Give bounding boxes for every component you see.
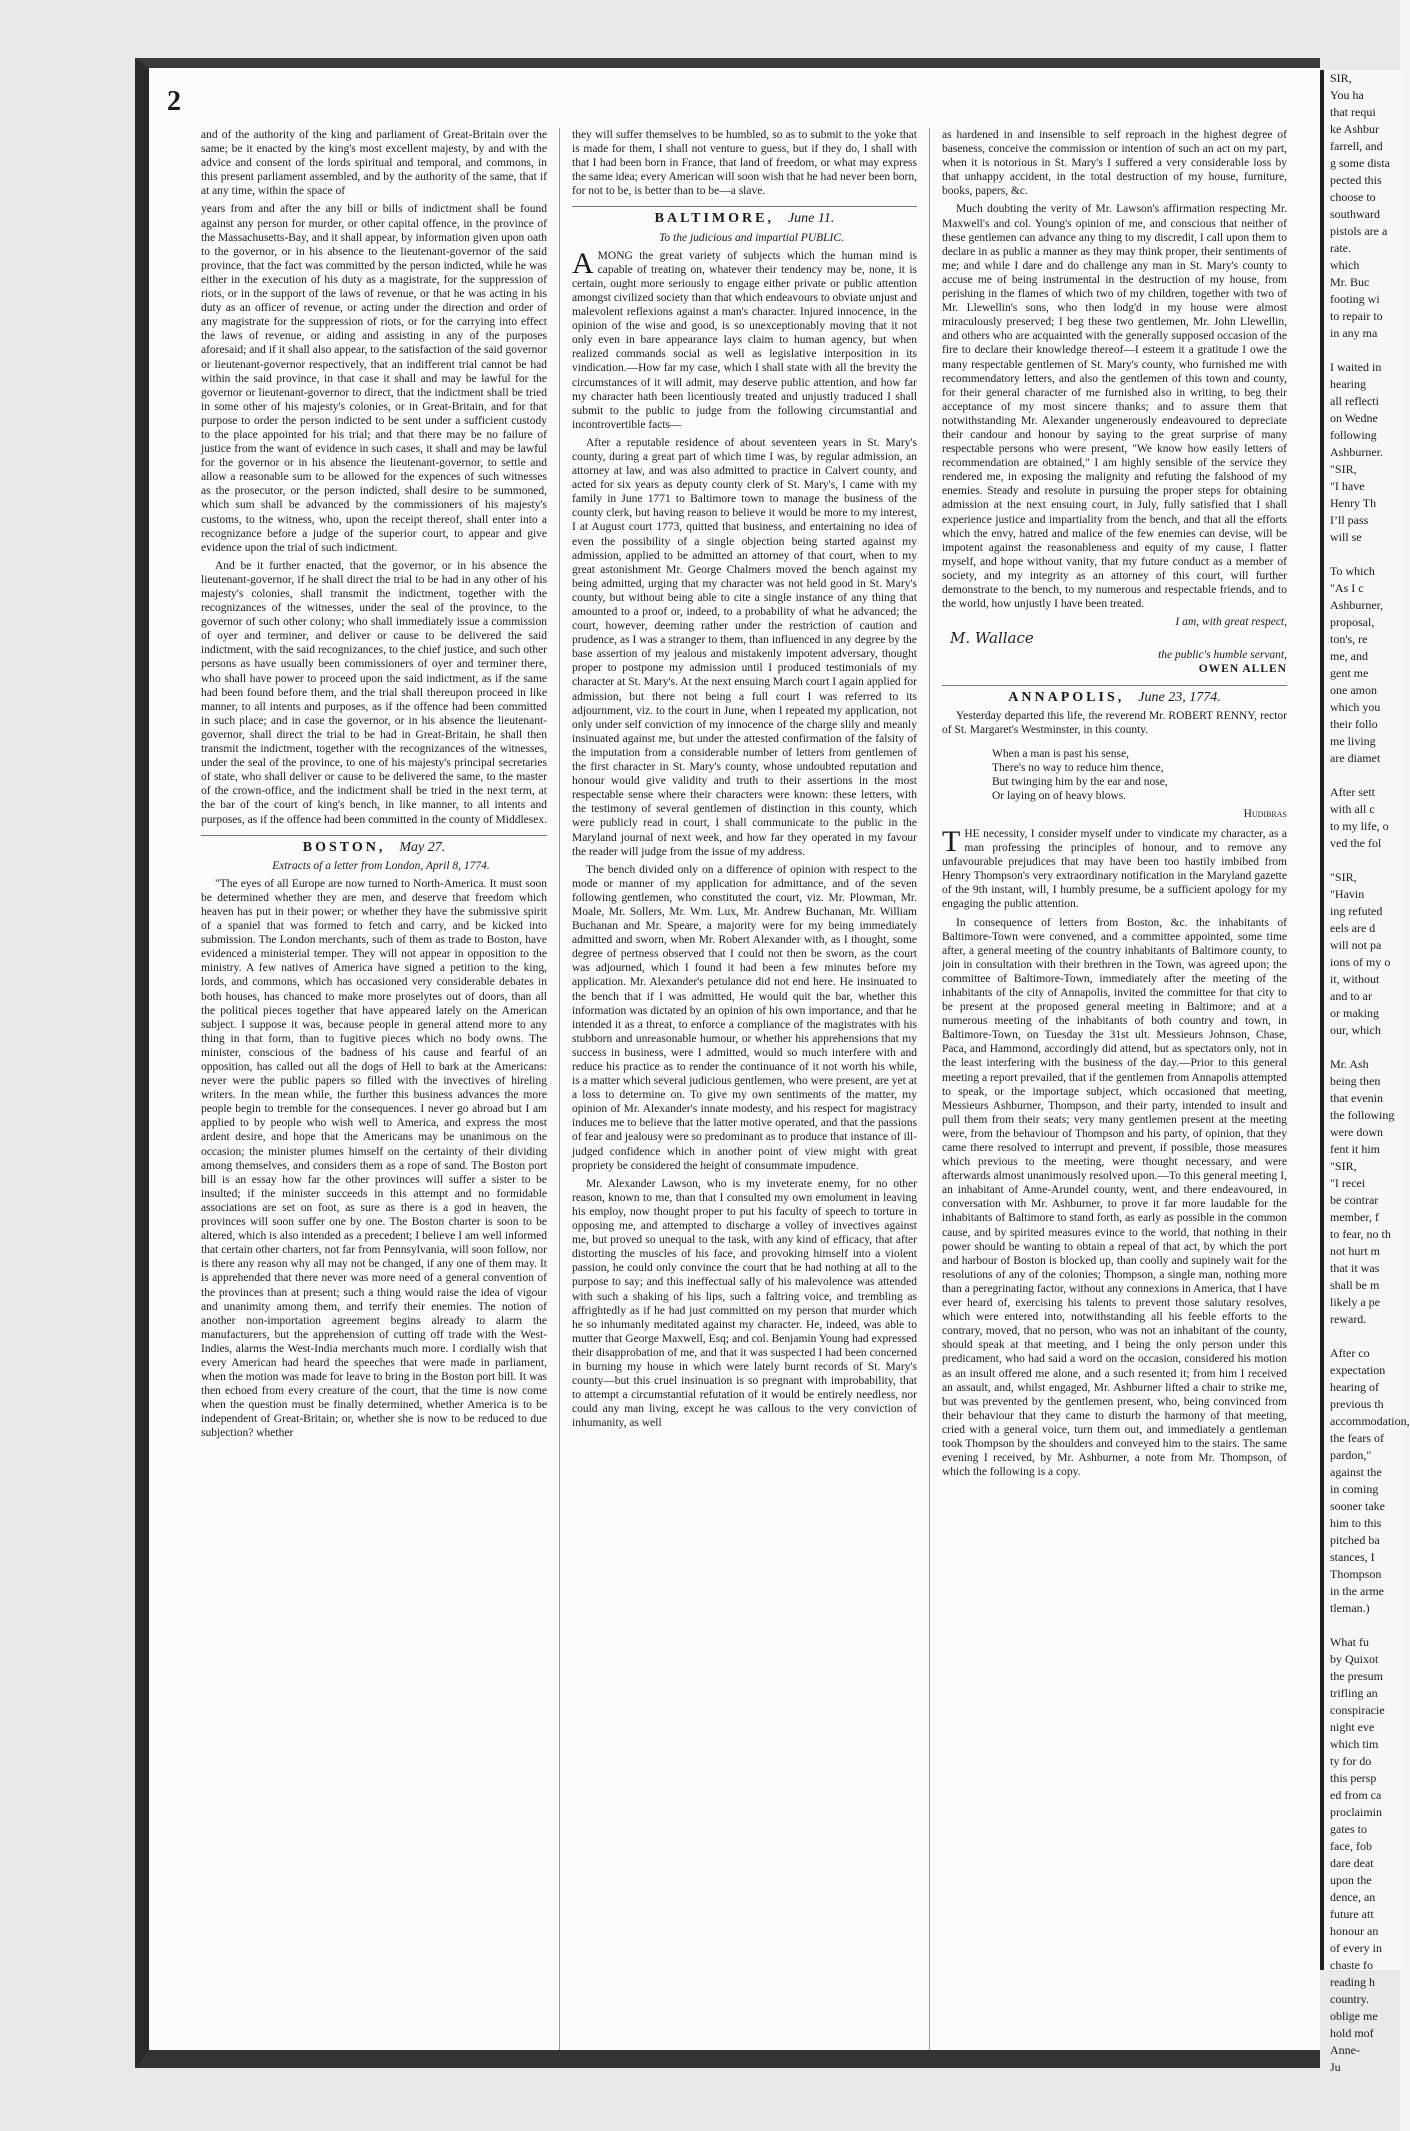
newspaper-page	[135, 58, 1320, 2068]
strip-line: previous th	[1330, 1397, 1384, 1411]
strip-line: the following	[1330, 1108, 1395, 1122]
strip-line	[1324, 1617, 1404, 1634]
strip-line: and to ar	[1330, 989, 1372, 1003]
strip-line: him to this	[1330, 1516, 1382, 1530]
strip-line: "I have	[1330, 479, 1365, 493]
strip-line: sooner take	[1330, 1499, 1385, 1513]
article-text: In consequence of letters from Boston, &c. the inhabitants of Baltimore-Town were convened, and a committee appointed, some time after, a general meeting of the country inhabitants of Baltimore county, to join in consultation with their brethren in the Town, was agreed upon; the committee of Baltimore-Town, immediately after the meeting of the inhabitants of the city of Annapolis, invited the committee for that city to be present at the proposed general meeting in Baltimore; and at a numerous meeting of the inhabitants of both country and town, in Baltimore-Town, on Tuesday the 31st ult. Messieurs Johnson, Chase, Paca, and Hammond, accordingly did attend, but as spectators only, not in the least interfering with the business of the day.—Prior to this general meeting a report prevailed, that if the gentlemen from Annapolis attempted to speak, or the importage subject, which occasioned that meeting, Messieurs Ashburner, Thompson, and their party, intended to insult and pull them from their seats; very many gentlemen present at the meeting were, from the behaviour of Thompson and his party, of opinion, that they came there resolved to interrupt and prevent, if possible, those measures which previous to the meeting, were thought necessary, and were afterwards almost unanimously resolved upon.—To this general meeting I, an inhabitant of Anne-Arundel county, went, and there endeavoured, in conversation with Mr. Ashburner, to prove it far more laudable for the inhabitants of Baltimore to stand forth, as early as possible in the common cause, and by spirited measures evince to the world, that nothing in their power should be wanting to obtain a repeal of that act, by which the port and harbour of Boston is blocked up, than coolly and supinely wait for the resolutions of any of the colonies; Thompson, a single man, nothing more than a peregrinating factor, without any connexions in America, that I have ever heard of, exercising his talents to prevent those salutary resolves, which were entered into, notwithstanding all his feeble efforts to the contrary, moved, that no person, who was not an inhabitant of the county, should speak at that meeting, and I being the only person under this predicament, who had said a word on the occasion, considered his motion as an insult offered me alone, and a such resented it; from him I received an assault, and, whilst engaged, Mr. Ashburner lifted a chair to strike me, but was prevented by the gentlemen present, who, being convinced from their behaviour that they came to disturb the harmony of that meeting, cried with a general voice, turn them out, and immediately a gentleman took Thompson by the shoulders and conveyed him to the stairs. The same evening I received, by Mr. Ashburner, a note from Mr. Thompson, of which the following is a copy.	[942, 916, 1287, 1479]
strip-line: gent me	[1330, 666, 1369, 680]
strip-line: that it was	[1330, 1261, 1380, 1275]
strip-line: g some dista	[1330, 156, 1390, 170]
column-1	[189, 128, 559, 2050]
article-text: and of the authority of the king and parliament of Great-Britain over the same; be it enacted by the king's most excellent majesty, by and with the advice and consent of the lords spiritual and temporal, and commons, in this present parliament assembled, and by the authority of the same, that if at any time, within the space of	[201, 129, 547, 198]
strip-line: upon the	[1330, 1873, 1372, 1887]
strip-line: our, which	[1330, 1023, 1381, 1037]
strip-line: I waited in	[1330, 360, 1382, 374]
strip-line: reading h	[1330, 1975, 1375, 1989]
strip-line: Ju	[1330, 2060, 1341, 2074]
dateline-baltimore: BALTIMORE, June 11.	[572, 206, 917, 226]
article-text: The bench divided only on a difference of opinion with respect to the mode or manner of my application for admittance, and of the seven following gentlemen, who constituted the court, viz. Mr. Plowman, Mr. Moale, Mr. Sollers, Mr. Wm. Lux, Mr. Andrew Buchanan, Mr. William Buchanan and Mr. Speare, a majority were for my being immediately admitted and sworn, when Mr. Robert Alexander with, as I thought, some degree of pertness observed that I could not then be sworn, as the court was adjourned, which I found it had been a few minutes before my application. Mr. Alexander's petulance did not end here. He insinuated to the bench that if I was admitted, He would quit the bar, whether this information was dictated by an opinion of his own importance, and that he intended it as a threat, to enforce a compliance of the magistrates with his stubborn and unreasonable humour, or whether his apprehensions that my success in business, were I admitted, would so much interfere with and reduce his practice as to render the continuance of it not worth his while, is a matter which several judicious gentlemen, who were present, are yet at a loss to determine on. To give my own sentiments of the matter, my opinion of Mr. Alexander's innate modesty, and his respect for magistracy induces me to believe that the latter motive operated, and that the passions of fear and jealousy were so predominant as to produce that instance of ill-judged confidence which in another point of view might with great propriety be considered the height of consummate impudence.	[572, 863, 917, 1172]
strip-line: Thompson	[1330, 1567, 1382, 1581]
strip-line: SIR,	[1330, 71, 1352, 85]
article-text: THE necessity, I consider myself under to vindicate my character, as a man professing the principles of honour, and to remove any unfavourable prejudices that may have been too hastily imbibed from Henry Thompson's very extraordinary notification in the Maryland gazette of the 9th instant, will, I humbly presume, be a sufficient apology for my engaging the public attention.	[942, 824, 1287, 911]
article-text: AMONG the great variety of subjects which the human mind is capable of treating on, whatever their tendency may be, none, it is certain, ought more seriously to engage either private or public attention amongst civilized society than that which endeavours to obviate unjust and malevolent reflexions against a man's character. Injured innocence, in the opinion of the wise and good, is so unexceptionably moving that it not only even in bare appearance lays claim to human agency, but when realized commands social as well as legislative interposition in its vindication.—How far my case, which I shall state with all the brevity the circumstances of it will admit, may deserve public attention, and how far my character hath been licentiously treated and unjustly traduced I shall submit to the public to judge from the following circumstantial and incontrovertible facts—	[572, 246, 917, 431]
strip-line: in the arme	[1330, 1584, 1384, 1598]
adjacent-page-strip	[1320, 70, 1410, 2074]
strip-line: be contrar	[1330, 1193, 1379, 1207]
strip-line: which you	[1330, 700, 1381, 714]
strip-line: pected this	[1330, 173, 1382, 187]
strip-line: in any ma	[1330, 326, 1378, 340]
strip-line: that evenin	[1330, 1091, 1383, 1105]
article-text: as hardened in and insensible to self reproach in the highest degree of baseness, conceive the commission or intention of such an act on my part, when it is notorious in St. Mary's I suffered a very considerable loss by that unhappy accident, in the total destruction of my house, furniture, books, papers, &c.	[942, 129, 1287, 198]
strip-line: Henry Th	[1330, 496, 1377, 510]
strip-line: not hurt m	[1330, 1244, 1380, 1258]
strip-line: Anne-	[1330, 2043, 1360, 2057]
strip-line: face, fob	[1330, 1839, 1372, 1853]
article-text: years from and after the any bill or bills of indictment shall be found against any person for murder, or other capital offence, in the province of the Massachusetts-Bay, and it shall appear, by information given upon oath to the governor, or in his absence to the lieutenant-governor of the said province, that the fact was committed by the person indicted, while he was either in the execution of his duty as a magistrate, for the suppression of riots, or in the support of the laws of revenue, or that he was acting in his duty as an officer of revenue, or acting under the direction and order of any magistrate for the suppression of riots, or for the carrying into effect the laws of revenue, or aiding and assisting in any of the purposes aforesaid; and if it shall also appear, to the satisfaction of the said governor or lieutenant-governor respectively, that an indifferent trial cannot be had within the said province, in that case it shall and may be lawful for the governor or lieutenant-governor to direct, that the indictment shall be tried in some other of his majesty's colonies, or in Great-Britain, and for that purpose to order the person indicted to be sent under a sufficient custody to the place appointed for his trial; and that there may be no failure of justice from the want of evidence in such cases, it shall and may be lawful for the governor or in his absence the lieutenant-governor, to settle and allow a reasonable sum to be allowed for the expences of such witnesses as the prosecutor, or the person indicted, shall desire to be summoned, which sum shall be advanced by the commissioners of his majesty's customs, to the witness, who, upon the receipt thereof, shall enter into a recognizance before a judge of the superior court, to appear and give evidence upon the trial of such indictment.	[201, 203, 547, 554]
strip-line: "SIR,	[1330, 462, 1357, 476]
columns	[189, 128, 1320, 2050]
strip-line	[1324, 767, 1404, 784]
signature-closing-2: the public's humble servant,	[1158, 649, 1287, 662]
strip-line	[1324, 1039, 1404, 1056]
strip-line: "Havin	[1330, 887, 1365, 901]
strip-line: the fears of	[1330, 1431, 1384, 1445]
strip-line: being then	[1330, 1074, 1381, 1088]
strip-line: I’ll pass	[1330, 513, 1369, 527]
strip-line: What fu	[1330, 1635, 1369, 1649]
article-text: "The eyes of all Europe are now turned to North-America. It must soon be determined whether they are men, and deserve that freedom which heaven has put in their power; or whether they have the submissive spirit of a spaniel that was formed to fetch and carry, and be kicked into submission. The London merchants, such of them as trade to Boston, have evidenced a ministerial temper. They will not appear in opposition to the ministry. A few natives of America have signed a petition to the king, lords, and commons, which has occasioned very considerable debates in both houses, has chanced to make more proselytes out of doors, than all the political pieces together that have appeared lately on the American subject. I suppose it was, because people in general attend more to any thing in that form, than to fugitive pieces which no body owns. The minister, conscious of the badness of his cause and fearful of an opposition, has called out all the dogs of Hell to bark at the Americans: never were the public papers so filled with the invectives of hireling writers. In the mean while, the further this business advances the more people begin to tremble for the consequences. I never go abroad but I am applied to by people who wish well to America, and express the most ardent desire, and hope that the Americans may be unanimous on the occasion; the minister plumes himself on the certainty of their dividing among themselves, and considers them as a rope of sand. The Boston port bill is an essay how far the other provinces will suffer a sister to be insulted; if the minister succeeds in this attempt and no formidable associations are set on foot, as sure as there is a god in heaven, the provinces will soon suffer one by one. The Boston charter is soon to be altered, which is also intended as a precedent; I believe I am well informed that certain other charters, not far from Pennsylvania, will soon follow, nor is there any reason why all may not be changed, if any one of them may. It is apprehended that there never was more need of a general convention of the provinces than at present; such a thing would raise the idea of vigour and unanimity among them, and terrify their enemies. The notion of another non-importation agreement begins already to alarm the manufacturers, but the apprehension of cutting off trade with the West-Indies, alarms the West-India merchants much more. I cordially wish that every American had heard the speeches that were made in parliament, when the motion was made for leave to bring in the Boston port bill. It was then echoed from every creature of the court, that the time is now come when the question must be finally determined, whether America is to be independent of Great-Britain; or, whether she is now to be reduced to due subjection? whether	[201, 877, 547, 1440]
strip-line: accommodation,	[1330, 1414, 1410, 1428]
strip-line: it, without	[1330, 972, 1380, 986]
strip-line: expectation	[1330, 1363, 1386, 1377]
strip-line: stances, I	[1330, 1550, 1375, 1564]
strip-line: hearing of	[1330, 1380, 1379, 1394]
strip-line	[1324, 546, 1404, 563]
strip-line: dence, an	[1330, 1890, 1376, 1904]
strip-line: gates to	[1330, 1822, 1367, 1836]
strip-line: rate.	[1330, 241, 1351, 255]
strip-line: ved the fol	[1330, 836, 1382, 850]
strip-line: will se	[1330, 530, 1362, 544]
strip-line: proposal,	[1330, 615, 1375, 629]
strip-line: southward	[1330, 207, 1380, 221]
strip-line: their follo	[1330, 717, 1378, 731]
strip-line: with all c	[1330, 802, 1375, 816]
strip-line: me, and	[1330, 649, 1368, 663]
strip-line: member, f	[1330, 1210, 1379, 1224]
extract-title: Extracts of a letter from London, April 8, 1774.	[272, 859, 490, 872]
strip-line: to repair to	[1330, 309, 1383, 323]
column-2	[559, 128, 929, 2050]
strip-line: in coming	[1330, 1482, 1379, 1496]
drop-cap: T	[942, 824, 961, 858]
strip-line: were down	[1330, 1125, 1383, 1139]
strip-line: dare deat	[1330, 1856, 1374, 1870]
strip-line: night eve	[1330, 1720, 1375, 1734]
strip-line: likely a pe	[1330, 1295, 1380, 1309]
strip-line: which	[1330, 258, 1360, 272]
strip-line: "I recei	[1330, 1176, 1366, 1190]
article-text: Mr. Alexander Lawson, who is my inveterate enemy, for no other reason, known to me, than that I consulted my own emolument in leaving his employ, now thought proper to put his faculty of speech to torture in opposing me, and attempted to discharge a volley of invectives against me, but proved so unequal to the task, with any kind of efficacy, that after distorting the muscles of his face, and provoking himself into a violent passion, he could only convince the court that he had nothing at all to the purpose to say; and this ineffectual sally of his malevolence was attended with such a shaking of his lips, such a faltring voice, and trembling as affrightedly as if he had just committed on my person that murder which he so inhumanly meditated against my character. He, indeed, was able to mutter that George Maxwell, Esq; and col. Benjamin Young had expressed their disapprobation of me, and that it was suspected I had been concerned in burning my house in which were lately burnt records of St. Mary's county—but this cruel insinuation is so pregnant with improbability, that to attempt a circumstantial refutation of it would be entirely needless, nor could any man living, except he was callous to the very conviction of inhumanity, as well	[572, 1177, 917, 1430]
strip-line	[1324, 342, 1404, 359]
strip-line: Ashburner.	[1330, 445, 1383, 459]
article-text: And be it further enacted, that the governor, or in his absence the lieutenant-governor, if he shall direct the trial to be had in any other of his majesty's colonies, shall transmit the indictment, together with the recognizances of the witnesses, under the seal of the province, to the governor of such other colony; who shall immediately issue a commission of oyer and terminer, and deliver or cause to be delivered the said indictment, with the said recognizances, to the chief justice, and such other persons as have usually been commissioners of oyer and terminer there, who shall have power to proceed upon the said indictment, as if the same had been found before them, and the trial shall thereupon proceed in like manner, to all intents and purposes, as if the offence had been committed in such place; and in case the governor, or in his absence the lieutenant-governor, shall direct the trial to be had in Great-Britain, he shall then transmit the indictment, together with the recognizances of the witnesses, under the seal of the province, to one of his majesty's principal secretaries of state, who shall deliver or cause to be delivered the same, to the master of the crown-office, and the indictment shall be tried in the next term, at the bar of the court of king's bench, in like manner, to all intents and purposes, as if the offence had been committed in the county of Middlesex.	[201, 559, 547, 826]
strip-line: "As I c	[1330, 581, 1364, 595]
poem-line: There's no way to reduce him thence,	[992, 761, 1164, 774]
strip-line: ions of my o	[1330, 955, 1391, 969]
article-text: they will suffer themselves to be humbled, so as to submit to the yoke that is made for them, I shall not venture to guess, but if they do, I shall with that I had been born in France, that land of freedom, or what may express the same idea; every American will soon wish that he had never been born, for not to be, is better than to be—a slave.	[572, 129, 917, 198]
strip-line: ke Ashbur	[1330, 122, 1379, 136]
strip-line: country.	[1330, 1992, 1369, 2006]
strip-line: "SIR,	[1330, 1159, 1357, 1173]
strip-line: farrell, and	[1330, 139, 1383, 153]
address-line: To the judicious and impartial PUBLIC.	[659, 231, 844, 244]
strip-line: ty for do	[1330, 1754, 1372, 1768]
dateline-annapolis: ANNAPOLIS, June 23, 1774.	[942, 685, 1287, 705]
strip-line: fent it him	[1330, 1142, 1380, 1156]
strip-line: After co	[1330, 1346, 1370, 1360]
strip-line: on Wedne	[1330, 411, 1378, 425]
strip-line: conspiracie	[1330, 1703, 1385, 1717]
page-number: 2	[167, 86, 181, 117]
strip-line: by Quixot	[1330, 1652, 1379, 1666]
strip-line: or making	[1330, 1006, 1379, 1020]
strip-line: following	[1330, 428, 1377, 442]
strip-line: proclaimin	[1330, 1805, 1382, 1819]
strip-line: oblige me	[1330, 2009, 1378, 2023]
article-text: Yesterday departed this life, the reverend Mr. ROBERT RENNY, rector of St. Margaret's Westminster, in this county.	[942, 709, 1287, 736]
strip-line: against the	[1330, 1465, 1382, 1479]
strip-line: chaste fo	[1330, 1958, 1373, 1972]
strip-line: choose to	[1330, 190, 1376, 204]
poem-author: Hudibras	[1243, 807, 1287, 820]
article-text: After a reputable residence of about seventeen years in St. Mary's county, during a great part of which time I was, by regular admission, an attorney at law, and was also admitted to practice in Calvert county, and acted for six years as deputy county clerk of St. Mary's, I came with my family in June 1771 to Baltimore town to manage the business of the county clerk, but having reason to believe it would be more to my interest, I at August court 1773, quitted that business, and entertaining no idea of even the possibility of a single objection being started against my admission, applied to be admitted an attorney of that court, when to my great astonishment Mr. George Chalmers moved the bench against my being admitted, urging that my character was not held good in St. Mary's county, but without being able to cite a single instance of any thing that amounted to a proof or, indeed, to a probability of what he advanced; the court, however, deeming rather under the restriction of caution and prudence, as I was a stranger to them, than influenced in any degree by the base assertion of my jealous and mistakenly impotent adversary, thought proper to postpone my admission until I produced testimonials of my character at St. Mary's. At the next ensuing March court I again applied for admission, but there not being a full court I was referred to its adjournment, viz. to the court in June, when I repeated my application, not only under self conviction of my innocence of the charge slily and meanly insinuated against me, but under the attested confirmation of the falsity of the imputation from a considerable number of letters from gentlemen of the first character in St. Mary's county, whose undoubted reputation and honour would give validity and truth to their assertions in the most respectable sense where their characters were known: these letters, with the testimony of several gentlemen of distinction in this county, which were publicly read in court, I shall communicate to the public in the Maryland journal of next week, and how far they operated in my favour the reader will judge from the issue of my address.	[572, 436, 917, 858]
strip-line: honour an	[1330, 1924, 1379, 1938]
strip-line: After sett	[1330, 785, 1375, 799]
strip-line: You ha	[1330, 88, 1364, 102]
strip-line: future att	[1330, 1907, 1374, 1921]
strip-line: Mr. Buc	[1330, 275, 1370, 289]
strip-line: To which	[1330, 564, 1375, 578]
strip-line: reward.	[1330, 1312, 1367, 1326]
strip-line: to fear, no th	[1330, 1227, 1391, 1241]
strip-line: which tim	[1330, 1737, 1379, 1751]
strip-line: hearing	[1330, 377, 1366, 391]
poem-line: But twinging him by the ear and nose,	[992, 775, 1168, 788]
strip-line: pistols are a	[1330, 224, 1388, 238]
poem	[992, 747, 1287, 803]
dateline-boston: BOSTON, May 27.	[201, 835, 547, 855]
strip-line: pitched ba	[1330, 1533, 1380, 1547]
strip-line: trifling an	[1330, 1686, 1378, 1700]
strip-line: ed from ca	[1330, 1788, 1382, 1802]
strip-line: ing refuted	[1330, 904, 1383, 918]
signature-name: OWEN ALLEN	[1198, 663, 1287, 676]
strip-line: hold mof	[1330, 2026, 1374, 2040]
handwritten-signature: M. Wallace	[950, 629, 1034, 648]
poem-line: Or laying on of heavy blows.	[992, 789, 1127, 802]
strip-line: are diamet	[1330, 751, 1381, 765]
column-3	[929, 128, 1299, 2050]
poem-line: When a man is past his sense,	[992, 747, 1130, 760]
signature-closing: I am, with great respect,	[1175, 616, 1287, 629]
strip-line: Mr. Ash	[1330, 1057, 1369, 1071]
strip-line	[1324, 852, 1404, 869]
article-text: Much doubting the verity of Mr. Lawson's affirmation respecting Mr. Maxwell's and col. Young's opinion of me, and conscious that neither of these gentlemen can advance any thing to my discredit, I call upon them to declare in as public a manner as they may think proper, their sentiments of me; and while I dare and do challenge any man in St. Mary's county to accuse me of being instrumental in the destruction of my house, from perishing in the flames of which two of my children, together with two of Mr. Llewellin's sons, who then lodg'd in my house were almost miraculously preserved; I beg these two gentlemen, Mr. John Llewellin, and others who are acquainted with the generally supposed occasion of the fire to declare their knowledge thereof—I esteem it a gratitude I owe the many respectable gentlemen of St. Mary's county, who furnished me with recommendatory letters, and also the gentlemen of this town and county, for their general character of me furnished also in writing, to beg their acceptance of my most sincere thanks; and to assure them that notwithstanding Mr. Alexander ungenerously endeavoured to depreciate their candour and honour by saying to the great surprise of many respectable persons who were present, "We know how easily letters of recommendation are obtained," I am highly sensible of the service they rendered me, in exposing the malignity and refuting the falshood of my enemies. Steady and resolute in pursuing the proper steps for obtaining admission at the next ensuing court, in July, fully satisfied that I shall experience justice and impartiality from the bench, and that all the efforts which the envy, hatred and malice of the few enemies can devise, will be impotent against the reasonableness and equity of my cause, I flatter myself, and hope without vanity, that my future conduct as a member of society, and my integrity as an attorney of this court, will further demonstrate to the bench, to my numerous and respectable friends, and to the world, how unjustly I have been treated.	[942, 203, 1287, 611]
strip-line: me living	[1330, 734, 1376, 748]
strip-line: one amon	[1330, 683, 1377, 697]
strip-line: that requi	[1330, 105, 1376, 119]
strip-line: shall be m	[1330, 1278, 1380, 1292]
strip-line: of every in	[1330, 1941, 1382, 1955]
strip-line: will not pa	[1330, 938, 1382, 952]
strip-line: the presum	[1330, 1669, 1383, 1683]
strip-line: all reflecti	[1330, 394, 1379, 408]
strip-line: "SIR,	[1330, 870, 1357, 884]
strip-line: pardon,"	[1330, 1448, 1372, 1462]
strip-line: this persp	[1330, 1771, 1377, 1785]
strip-line: Ashburner,	[1330, 598, 1384, 612]
strip-line	[1324, 1328, 1404, 1345]
drop-cap: A	[572, 246, 594, 280]
strip-line: tleman.)	[1330, 1601, 1370, 1615]
strip-line: ton's, re	[1330, 632, 1368, 646]
strip-line: footing wi	[1330, 292, 1380, 306]
strip-line: eels are d	[1330, 921, 1376, 935]
strip-line: to my life, o	[1330, 819, 1389, 833]
